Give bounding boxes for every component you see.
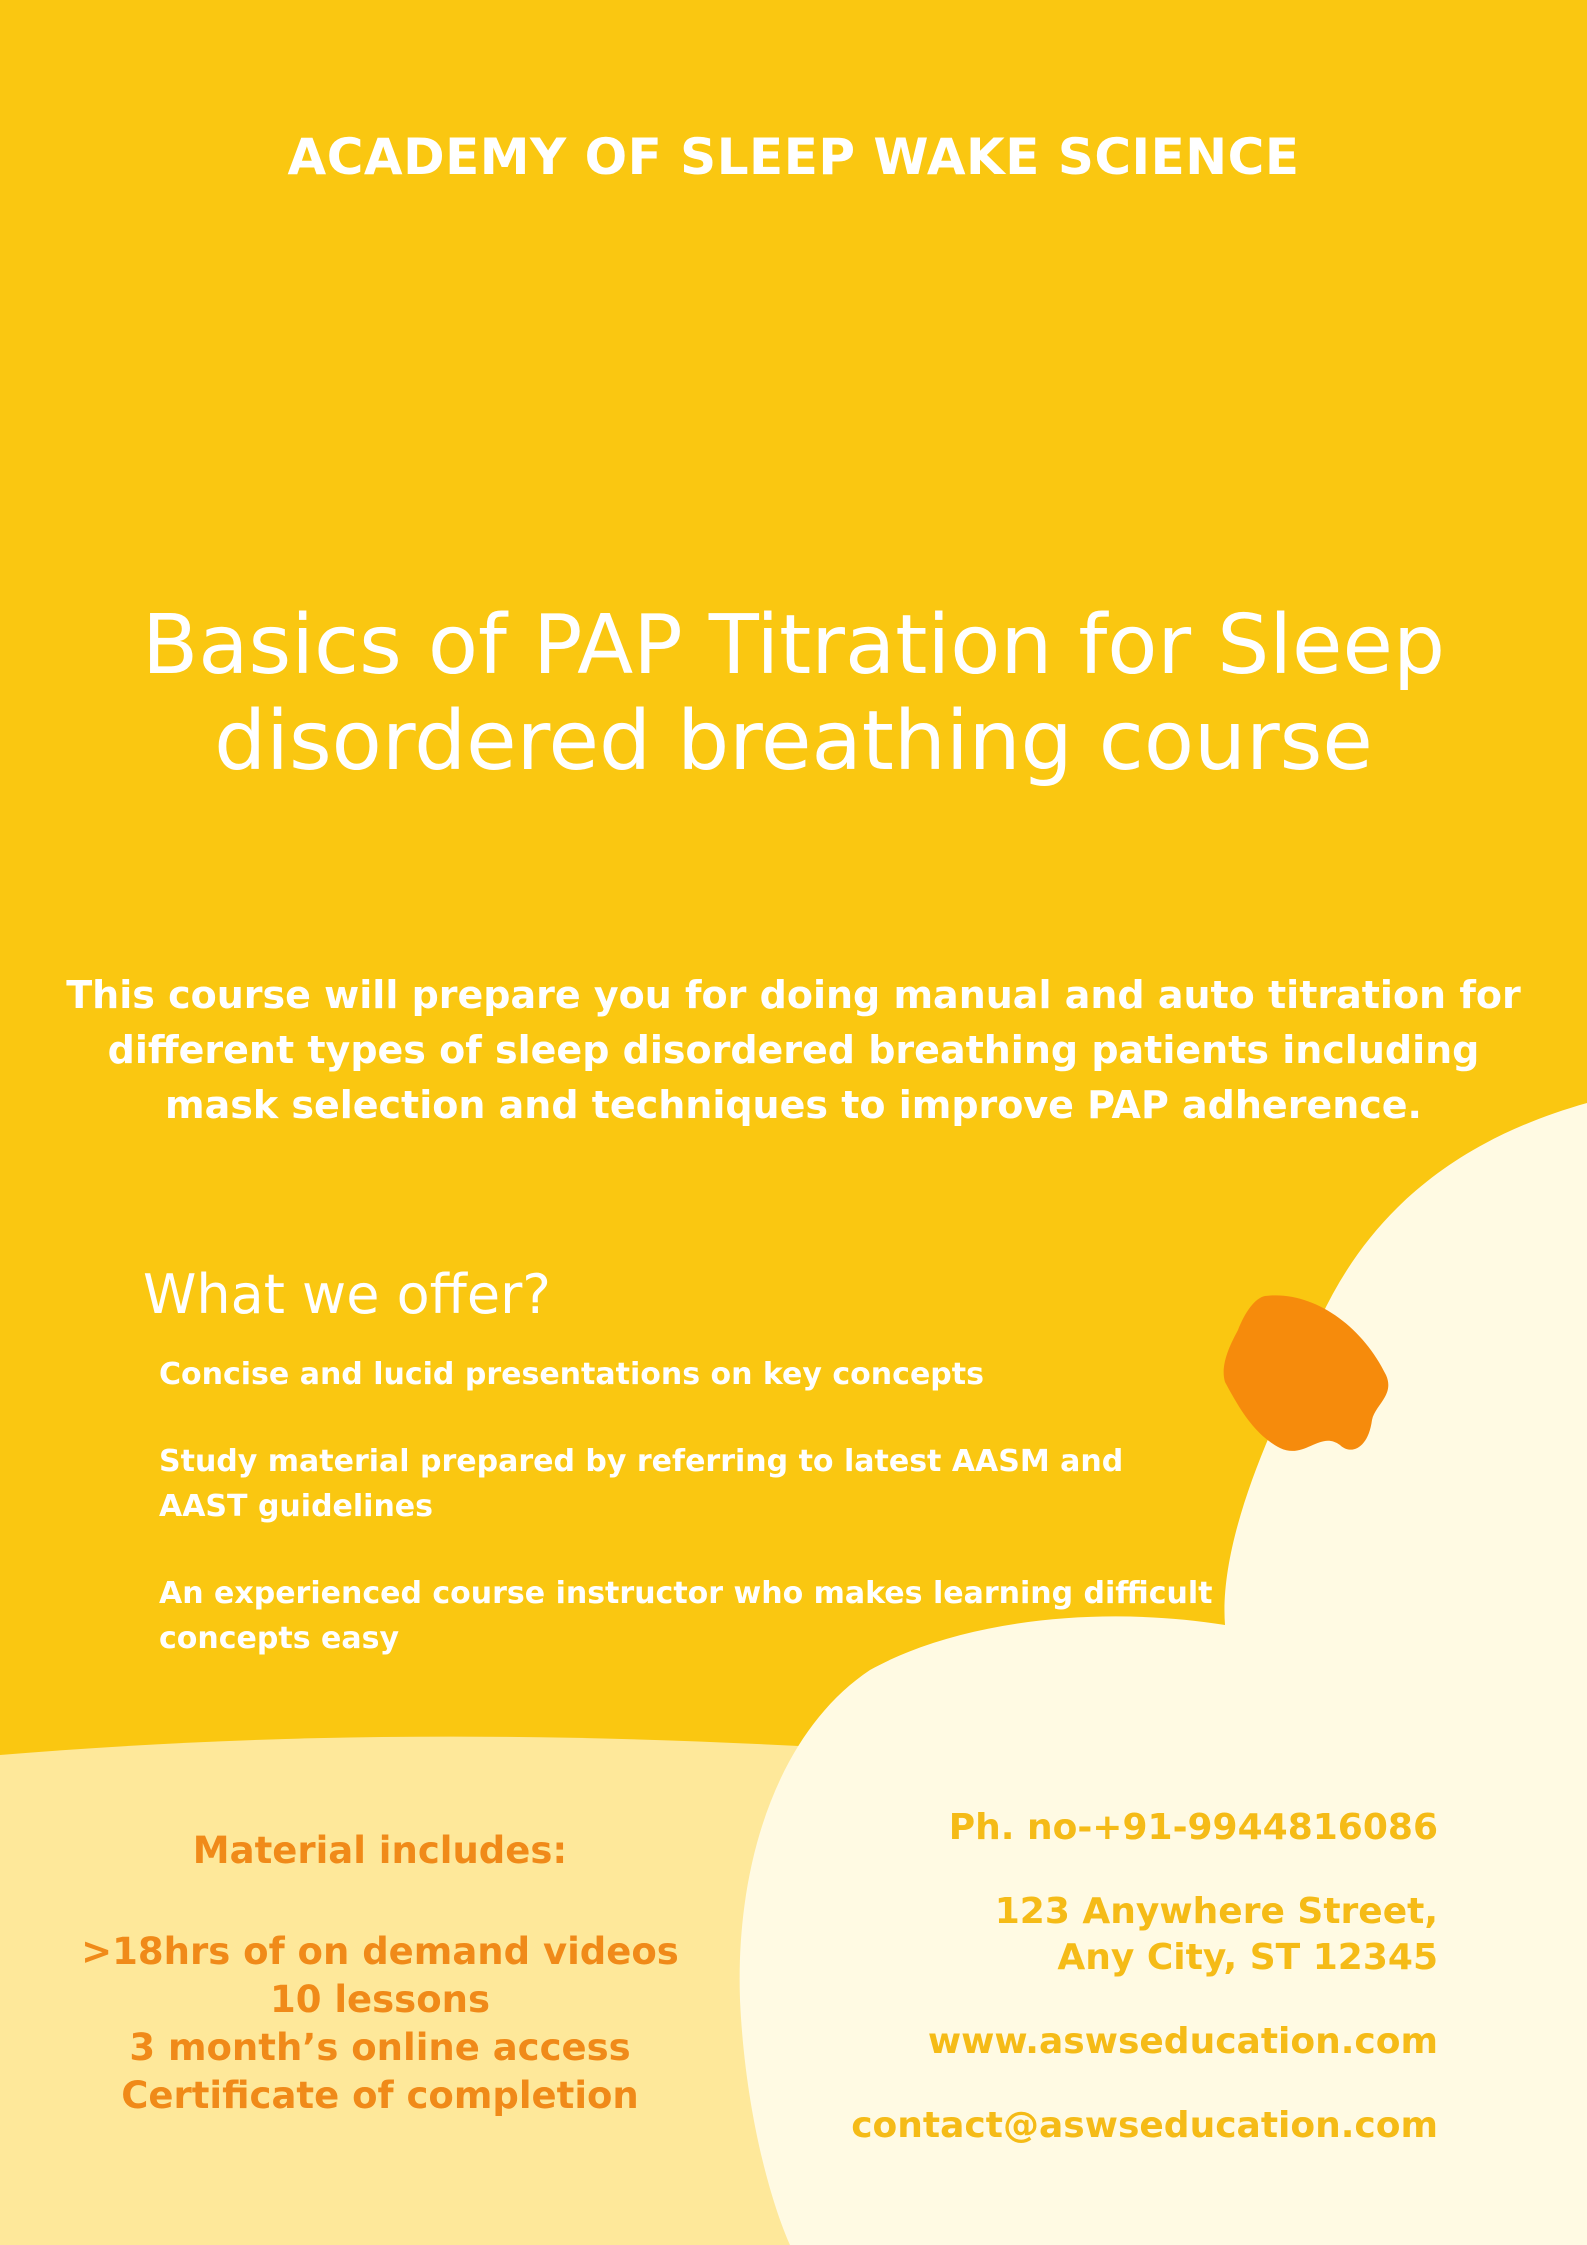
academy-name: ACADEMY OF SLEEP WAKE SCIENCE [287, 128, 1300, 186]
address-line-2: Any City, ST 12345 [1057, 1937, 1438, 1978]
material-item: >18hrs of on demand videos [81, 1930, 679, 1973]
material-item: 10 lessons [270, 1978, 490, 2021]
address-line-1: 123 Anywhere Street, [994, 1891, 1438, 1932]
material-item: 3 month’s online access [129, 2026, 631, 2069]
course-description: This course will prepare you for doing manual and auto titration for different types of sleep disordered breathing patients including mask selection and techniques to improve PAP adherence. [66, 973, 1521, 1127]
offer-item: Concise and lucid presentations on key concepts [159, 1357, 984, 1392]
email-link[interactable]: contact@aswseducation.com [851, 2105, 1438, 2146]
offer-list [159, 1352, 1219, 1703]
contact-block [800, 1805, 1438, 2149]
offer-item: An experienced course instructor who makes learning difficult concepts easy [159, 1576, 1213, 1656]
material-heading: Material includes: [192, 1829, 568, 1872]
website-link[interactable]: www.aswseducation.com [927, 2021, 1438, 2062]
offer-heading: What we offer? [143, 1263, 551, 1326]
phone-number: Ph. no-+91-9944816086 [948, 1807, 1438, 1848]
offer-item: Study material prepared by referring to latest AASM and AAST guidelines [159, 1444, 1124, 1524]
material-list [0, 1928, 760, 2120]
course-title: Basics of PAP Titration for Sleep disordered breathing course [142, 598, 1445, 789]
material-item: Certificate of completion [121, 2074, 639, 2117]
